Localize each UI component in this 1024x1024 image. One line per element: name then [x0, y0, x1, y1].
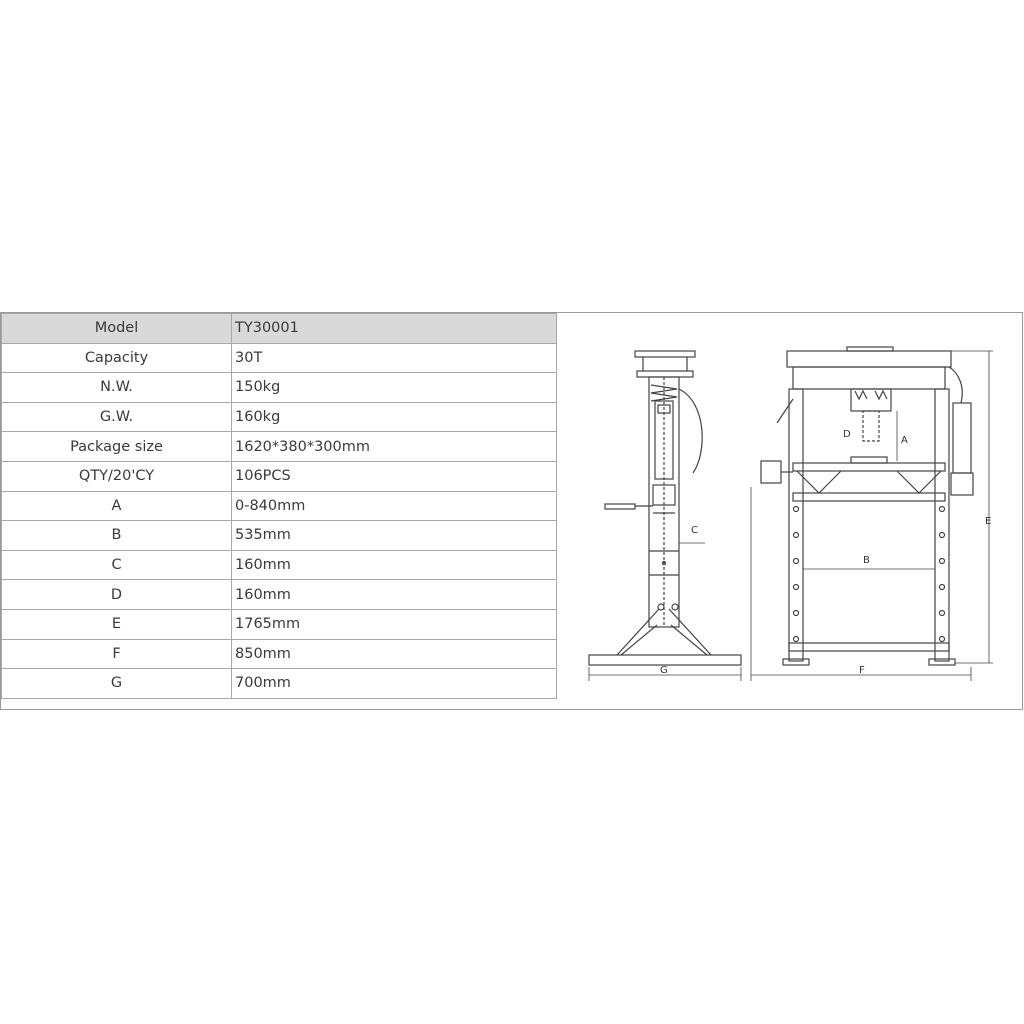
side-leg-left — [617, 609, 659, 655]
front-table-truss — [797, 471, 941, 493]
front-upright-right — [935, 389, 949, 661]
front-top-beam — [787, 351, 951, 367]
front-cable-left — [777, 399, 793, 423]
spec-key: F — [2, 639, 232, 669]
table-row — [2, 521, 557, 551]
dim-g-label: G — [660, 665, 668, 676]
spec-key: G.W. — [2, 402, 232, 432]
side-leg-left-inner — [621, 625, 657, 655]
spec-value: 850mm — [232, 639, 557, 669]
spec-value: 106PCS — [232, 461, 557, 491]
table-row — [2, 609, 557, 639]
front-hose — [949, 367, 962, 403]
spec-key: E — [2, 609, 232, 639]
press-drawing-svg — [557, 313, 1023, 709]
table-row — [2, 550, 557, 580]
front-ram-block — [851, 389, 891, 411]
spec-value: 160kg — [232, 402, 557, 432]
table-row — [2, 669, 557, 699]
side-head-plate — [637, 371, 693, 377]
front-upright-left — [789, 389, 803, 661]
side-base — [589, 655, 741, 665]
front-foot-right — [929, 659, 955, 665]
front-upright-holes-left — [794, 507, 799, 642]
spec-key: QTY/20'CY — [2, 461, 232, 491]
spec-value: 700mm — [232, 669, 557, 699]
spec-table — [1, 313, 557, 699]
side-hose — [679, 389, 702, 473]
table-row — [2, 343, 557, 373]
front-pump-right — [951, 473, 973, 495]
spec-key: D — [2, 580, 232, 610]
spec-key: C — [2, 550, 232, 580]
spec-key: A — [2, 491, 232, 521]
front-ram-rod — [863, 411, 879, 441]
spec-value: 1765mm — [232, 609, 557, 639]
table-row — [2, 580, 557, 610]
press-technical-drawing — [557, 313, 1023, 709]
table-row — [2, 491, 557, 521]
side-leg-right-inner — [671, 625, 707, 655]
table-row — [2, 432, 557, 462]
front-head — [793, 367, 945, 389]
side-leg-pin-left — [658, 604, 664, 610]
dim-b-label: B — [863, 555, 870, 566]
spec-key: B — [2, 521, 232, 551]
front-ram-spring-left — [855, 391, 867, 399]
front-cylinder-right — [953, 403, 971, 473]
spec-key: Model — [2, 314, 232, 344]
side-top-plate — [635, 351, 695, 357]
spec-value: 30T — [232, 343, 557, 373]
front-upright-holes-right — [940, 507, 945, 642]
dim-a-label: A — [901, 435, 908, 446]
spec-value: 1620*380*300mm — [232, 432, 557, 462]
spec-value: 0-840mm — [232, 491, 557, 521]
front-table-bottom — [793, 493, 945, 501]
dim-e-label: E — [985, 516, 992, 527]
spec-value: 150kg — [232, 373, 557, 403]
spec-value: 160mm — [232, 580, 557, 610]
spec-sheet — [0, 312, 1023, 710]
side-handle — [605, 504, 635, 509]
spec-key: G — [2, 669, 232, 699]
table-row — [2, 402, 557, 432]
spec-value: 160mm — [232, 550, 557, 580]
front-ram-spring-right — [875, 391, 887, 399]
dim-f-label: F — [859, 665, 865, 676]
table-row — [2, 373, 557, 403]
front-winch — [761, 461, 781, 483]
side-view — [589, 351, 741, 681]
front-table-top — [793, 463, 945, 471]
front-view — [751, 347, 993, 681]
front-bottom-beam — [789, 643, 949, 651]
side-leg-right — [669, 609, 711, 655]
spec-value: TY30001 — [232, 314, 557, 344]
spec-key: Capacity — [2, 343, 232, 373]
dim-c-label: C — [691, 525, 698, 536]
spec-key: N.W. — [2, 373, 232, 403]
spec-value: 535mm — [232, 521, 557, 551]
front-foot-left — [783, 659, 809, 665]
front-table-plate — [851, 457, 887, 463]
spec-key: Package size — [2, 432, 232, 462]
front-top-cap — [847, 347, 893, 351]
side-leg-pin-right — [672, 604, 678, 610]
table-row — [2, 639, 557, 669]
table-header-row — [2, 314, 557, 344]
table-row — [2, 461, 557, 491]
dim-d-label: D — [843, 429, 851, 440]
